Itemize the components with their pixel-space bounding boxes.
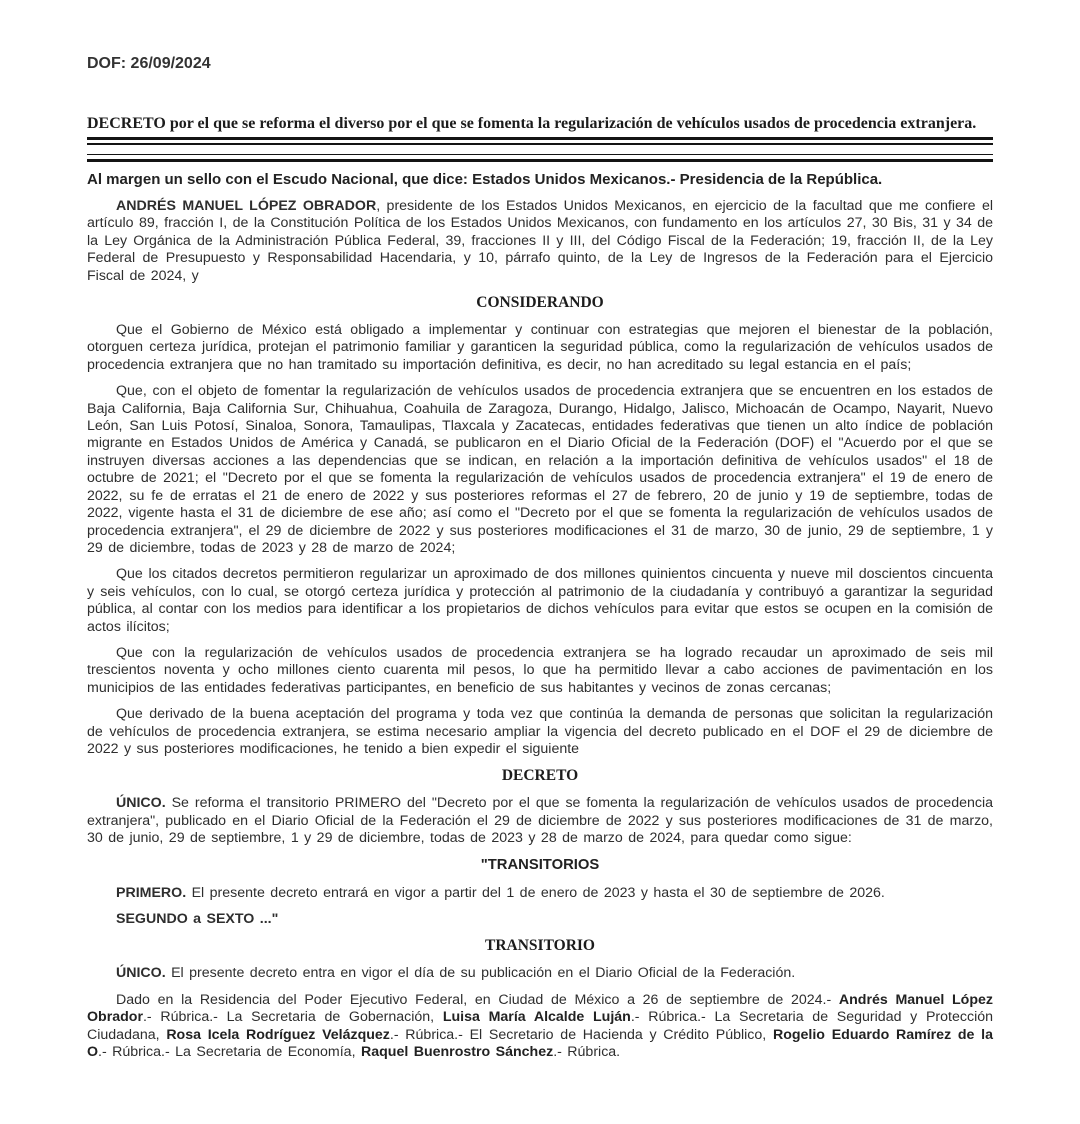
title-underline-rule (87, 137, 993, 145)
primero-paragraph (87, 885, 993, 902)
signer-seguridad: Rosa Icela Rodríguez Velázquez (166, 1026, 390, 1043)
margin-seal-note: Al margen un sello con el Escudo Nacional, que dice: Estados Unidos Mexicanos.- Presidencia de la República. (87, 171, 883, 188)
unico-paragraph (87, 795, 993, 847)
closing-text-1: Dado en la Residencia del Poder Ejecutivo Federal, en Ciudad de México a 26 de septiembre de 2024.- (116, 991, 839, 1008)
transitorios-heading: "TRANSITORIOS (480, 856, 600, 873)
transitorio-heading: TRANSITORIO (485, 937, 595, 955)
closing-text-2: .- Rúbrica.- La Secretaria de Gobernación, (142, 1009, 443, 1026)
unico2-paragraph-text: El presente decreto entra en vigor el día de su publicación en el Diario Oficial de la Federación. (165, 965, 796, 982)
closing-text-3: .- Rúbrica.- La Secretaria de Seguridad y Protección Ciudadana, (87, 1009, 994, 1043)
considerando-paragraph-2: Que, con el objeto de fomentar la regularización de vehículos usados de procedencia extranjera que se encuentren en los estados de Baja California, Baja California Sur, Chihuahua, Coahuila de Zaragoza, Durango, Hidalgo, Jalisco, Michoacán de Ocampo, Nayarit, Nuevo León, San Luis Potosí, Sinaloa, Sonora, Tamaulipas, Tlaxcala y Zacatecas, entidades federativas que tienen un alto índice de población migrante en Estados Unidos de América y Canadá, se publicaron en el Diario Oficial de la Federación (DOF) el "Acuerdo por el que se instruyen diversas acciones a las dependencias que se indican, en relación a la importación definitiva de vehículos usados" el 18 de octubre de 2021; el "Decreto por el que se fomenta la regularización de vehículos usados de procedencia extranjera" el 19 de enero de 2022, su fe de erratas el 21 de enero de 2022 y sus posteriores reformas el 27 de febrero, 20 de junio y 19 de septiembre, todas de 2022, vigente hasta el 31 de diciembre de ese año; así como el "Decreto por el que se fomenta la regularización de vehículos usados de procedencia extranjera", el 29 de diciembre de 2022 y sus posteriores modificaciones el 31 de marzo, 30 de junio, 29 de septiembre, 1 y 29 de diciembre, todas de 2023 y 28 de marzo de 2024; (87, 383, 993, 556)
closing-paragraph (87, 992, 993, 1062)
considerando-paragraph-3: Que los citados decretos permitieron regularizar un aproximado de dos millones quinientos cincuenta y nueve mil doscientos cincuenta y seis vehículos, con lo cual, se otorgó certeza jurídica y protección al patrimonio de la ciudadanía y contribuyó a garantizar la seguridad pública, al contar con los medios para identificar a los propietarios de dichos vehículos para evitar que estos se ocupen en la comisión de actos ilícitos; (87, 566, 993, 635)
dof-publication-date: DOF: 26/09/2024 (87, 55, 211, 72)
intro-paragraph-text: , presidente de los Estados Unidos Mexicanos, en ejercicio de la facultad que me confiere el artículo 89, fracción I, de la Constitución Política de los Estados Unidos Mexicanos, con fundamento en los artículos 27, 30 Bis, 31 y 34 de la Ley Orgánica de la Administración Pública Federal, 39, fracciones II y III, del Código Fiscal de la Federación; 19, fracción II, de la Ley Federal de Presupuesto y Responsabilidad Hacendaria, y 10, párrafo quinto, de la Ley de Ingresos de la Federación para el Ejercicio Fiscal de 2024, y (87, 198, 993, 284)
unico2-paragraph (87, 965, 993, 982)
unico-paragraph-text: Se reforma el transitorio PRIMERO del "Decreto por el que se fomenta la regularización de vehículos usados de procedencia extranjera", publicado en el Diario Oficial de la Federación el 29 de diciembre de 2022 y sus posteriores modificaciones de 31 de marzo, 30 de junio, 29 de septiembre, 1 y 29 de diciembre, todas de 2023 y 28 de marzo de 2024, para quedar como sigue: (87, 795, 993, 847)
signer-economia: Raquel Buenrostro Sánchez (360, 1044, 554, 1061)
signer-gobernacion: Luisa María Alcalde Luján (442, 1009, 631, 1026)
signer-hacienda: Rogelio Eduardo Ramírez de la O (87, 1026, 993, 1061)
decreto-heading: DECRETO (501, 767, 579, 785)
considerando-paragraph-4: Que con la regularización de vehículos usados de procedencia extranjera se ha logrado recaudar un aproximado de seis mil trescientos noventa y ocho millones ciento cuarenta mil pesos, lo que ha permitido llevar a cabo acciones de pavimentación en los municipios de las entidades federativas participantes, en beneficio de sus habitantes y vecinos de zonas cercanas; (87, 644, 993, 696)
closing-text-4: .- Rúbrica.- El Secretario de Hacienda y Crédito Público, (389, 1026, 773, 1043)
considerando-paragraph-5: Que derivado de la buena aceptación del programa y toda vez que continúa la demanda de personas que solicitan la regularización de vehículos de procedencia extranjera, se estima necesario ampliar la vigencia del decreto publicado en el DOF el 29 de diciembre de 2022 y sus posteriores modificaciones, he tenido a bien expedir el siguiente (87, 706, 993, 757)
president-name: ANDRÉS MANUEL LÓPEZ OBRADOR (116, 198, 377, 214)
unico-label: ÚNICO. (116, 795, 166, 812)
closing-text-5: .- Rúbrica.- La Secretaria de Economía, (98, 1044, 361, 1061)
segundo-sexto-label: SEGUNDO a SEXTO ..." (116, 911, 279, 927)
considerando-paragraph-1: Que el Gobierno de México está obligado a implementar y continuar con estrategias que mejoren el bienestar de la población, otorguen certeza jurídica, protejan el patrimonio familiar y garanticen la seguridad pública, como la regularización de vehículos usados de procedencia extranjera que no han tramitado su importación definitiva, es decir, no han acreditado su legal estancia en el país; (87, 322, 993, 373)
signer-president: Andrés Manuel López Obrador (87, 991, 993, 1026)
intro-paragraph (87, 198, 993, 285)
considerando-heading: CONSIDERANDO (476, 294, 604, 312)
primero-paragraph-text: El presente decreto entrará en vigor a partir del 1 de enero de 2023 y hasta el 30 de septiembre de 2026. (186, 884, 885, 901)
segundo-sexto-paragraph (87, 911, 993, 928)
closing-text-6: .- Rúbrica. (553, 1044, 621, 1061)
unico2-label: ÚNICO. (116, 965, 166, 982)
section-separator-rule (87, 154, 993, 162)
primero-label: PRIMERO. (116, 884, 187, 901)
decree-title: DECRETO por el que se reforma el diverso por el que se fomenta la regularización de vehículos usados de procedencia extranjera. (87, 115, 977, 132)
